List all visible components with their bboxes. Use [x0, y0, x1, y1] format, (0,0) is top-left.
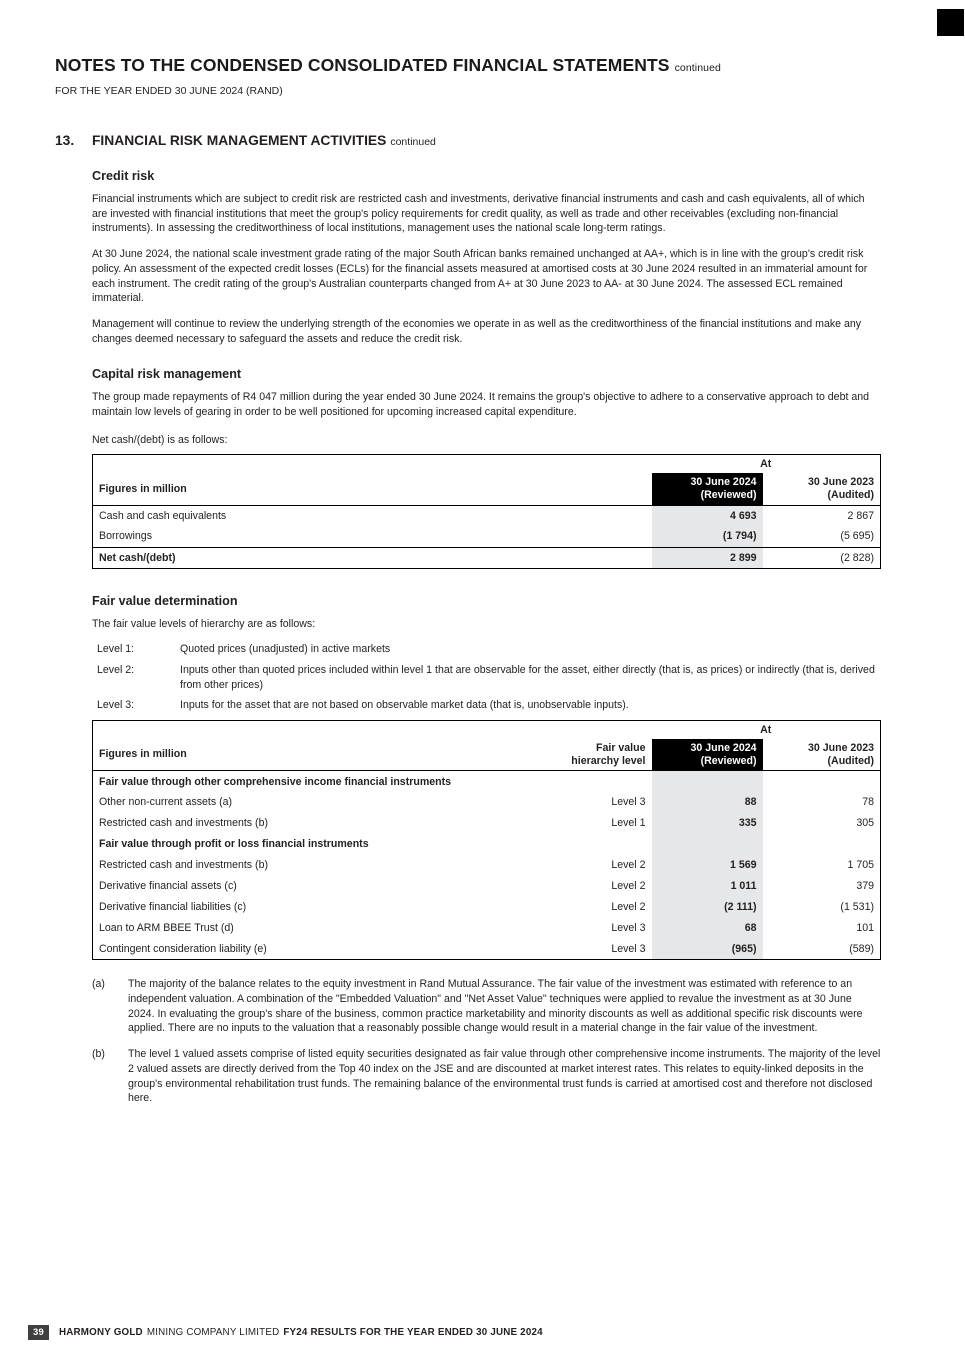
row-value-2024: (2 111) [652, 897, 763, 918]
row-hierarchy-level: Level 2 [611, 859, 646, 872]
empty-cell [540, 721, 652, 740]
row-value-2024: 88 [652, 792, 763, 813]
table-row [93, 792, 881, 813]
column-header-2023: 30 June 2023 (Audited) [763, 739, 881, 771]
row-value-2023: (2 828) [763, 547, 881, 568]
row-value-2024: 68 [652, 918, 763, 939]
column-header-2024: 30 June 2024 (Reviewed) [652, 739, 763, 771]
row-value-2024: 2 899 [652, 547, 763, 568]
capital-risk-heading: Capital risk management [92, 367, 242, 382]
row-hierarchy-level: Level 3 [611, 943, 646, 956]
empty-cell [93, 455, 652, 474]
at-label: At [760, 724, 772, 737]
table-at-row [93, 455, 881, 474]
paragraph: The group made repayments of R4 047 million during the year ended 30 June 2024. It remains the group's objective to adhere to a conservative approach to debt and maintain low levels of gearing in order to be well positioned for upcoming increased capital expenditure. [92, 391, 870, 419]
row-value-2024: 1 569 [652, 855, 763, 876]
page-number: 39 [28, 1325, 49, 1340]
footnote-marker: (b) [92, 1048, 105, 1061]
credit-risk-heading: Credit risk [92, 169, 155, 183]
hierarchy-levels-list [92, 642, 881, 713]
table-row [93, 939, 881, 960]
column-header-hierarchy: Fair value hierarchy level [540, 739, 652, 771]
empty-cell [763, 834, 881, 855]
figures-in-million-label: Figures in million [93, 739, 540, 771]
page-subtitle: FOR THE YEAR ENDED 30 JUNE 2024 (RAND) [55, 85, 283, 97]
level-text: Inputs other than quoted prices included within level 1 that are observable for the asset, either directly (that is, as prices) or indirectly (that is, derived from other prices) [180, 664, 875, 691]
empty-cell [652, 771, 763, 792]
section-title: FINANCIAL RISK MANAGEMENT ACTIVITIES [92, 133, 387, 148]
fair-value-intro: The fair value levels of hierarchy are as follows: [92, 617, 316, 630]
row-value-2023: 1 705 [847, 859, 874, 872]
section-row-label: Fair value through profit or loss financial instruments [99, 838, 369, 851]
list-item [92, 642, 881, 657]
row-hierarchy-level: Level 3 [611, 922, 646, 935]
row-hierarchy-level: Level 2 [611, 901, 646, 914]
list-item [92, 663, 881, 692]
footnote-b [92, 1047, 881, 1106]
row-value-2023: 2 867 [847, 509, 874, 522]
row-label: Net cash/(debt) [93, 547, 652, 568]
row-value-2023: (589) [849, 943, 874, 956]
footnote-a [92, 977, 881, 1036]
paragraph: Financial instruments which are subject to credit risk are restricted cash and investments, derivative financial instruments and cash and cash equivalents, all of which are invested with financial institutions that meet the group's policy requirements for credit quality, as well as trade and other receivables (excluding non-financial instruments). In assessing the creditworthiness of local institutions, management uses the national scale long-term ratings. [92, 193, 865, 235]
row-hierarchy-level: Level 1 [611, 817, 646, 830]
footer-company-suffix: MINING COMPANY LIMITED [146, 1327, 280, 1338]
table-header-row [93, 739, 881, 771]
row-value-2023: 101 [856, 922, 874, 935]
section-continued: continued [390, 136, 436, 148]
row-label: Contingent consideration liability (e) [99, 943, 267, 956]
row-value-2023: (1 531) [840, 901, 874, 914]
table-row [93, 897, 881, 918]
footnotes [92, 977, 881, 1106]
row-value-2023: 305 [856, 817, 874, 830]
table-at-row [93, 721, 881, 740]
list-item [92, 698, 881, 713]
level-label: Level 1: [97, 643, 135, 656]
section-heading [55, 133, 881, 148]
row-value-2024: 335 [652, 813, 763, 834]
level-text: Inputs for the asset that are not based on observable market data (that is, unobservable inputs). [180, 699, 629, 712]
table-row [93, 918, 881, 939]
row-label: Derivative financial liabilities (c) [99, 901, 247, 914]
row-label: Restricted cash and investments (b) [99, 817, 268, 830]
footer-text [59, 1327, 547, 1338]
fair-value-table [92, 720, 881, 960]
table-row [93, 813, 881, 834]
row-label: Loan to ARM BBEE Trust (d) [99, 922, 234, 935]
figures-in-million-label: Figures in million [93, 473, 652, 505]
row-value-2023: (5 695) [840, 530, 874, 543]
table-total-row [93, 547, 881, 568]
row-value-2024: (965) [652, 939, 763, 960]
row-label: Cash and cash equivalents [99, 509, 227, 522]
net-cash-table-intro: Net cash/(debt) is as follows: [92, 433, 228, 446]
table-row [93, 505, 881, 526]
footer-results-label: FY24 RESULTS FOR THE YEAR ENDED 30 JUNE 2024 [283, 1327, 543, 1338]
page-content [55, 55, 881, 1117]
row-hierarchy-level: Level 2 [611, 880, 646, 893]
table-row [93, 526, 881, 547]
row-label: Restricted cash and investments (b) [99, 859, 268, 872]
level-label: Level 2: [97, 664, 135, 677]
row-value-2024: 4 693 [652, 505, 763, 526]
fair-value-heading: Fair value determination [92, 593, 238, 608]
column-header-2023: 30 June 2023 (Audited) [763, 473, 881, 505]
row-label: Other non-current assets (a) [99, 796, 233, 809]
empty-cell [652, 834, 763, 855]
paragraph: Management will continue to review the underlying strength of the economies we operate in as well as the creditworthiness of the financial institutions and make any changes deemed necessary to safeguard the assets and reduce the credit risk. [92, 317, 862, 345]
row-label: Borrowings [99, 530, 152, 543]
section-row-label: Fair value through other comprehensive income financial instruments [99, 775, 452, 788]
level-label: Level 3: [97, 699, 135, 712]
row-label: Derivative financial assets (c) [99, 880, 237, 893]
section-number: 13. [55, 133, 75, 148]
page-footer [28, 1325, 547, 1340]
table-section-row [93, 771, 881, 792]
footnote-text: The level 1 valued assets comprise of listed equity securities designated as fair value through other comprehensive income instruments. The majority of the level 2 valued assets are directly derived from the Top 40 index on the JSE and are discounted at market interest rates. This relates to equity-linked deposits in the group's environmental rehabilitation trust funds. The remaining balance of the environmental trust funds is carried at amortised cost and therefore not disclosed here. [128, 1048, 881, 1105]
level-text: Quoted prices (unadjusted) in active markets [180, 643, 391, 656]
net-cash-table [92, 454, 881, 568]
paragraph: At 30 June 2024, the national scale investment grade rating of the major South African banks remained unchanged at AA+, which is in line with the group's credit risk policy. An assessment of the expected credit losses (ECLs) for the financial assets measured at amortised costs at 30 June 2024 resulted in an immaterial amount for each instrument. The credit rating of the group's Australian counterparts changed from A+ at 30 June 2023 to AA- at 30 June 2024. The assessed ECL remained immaterial. [92, 248, 868, 305]
at-label: At [760, 458, 772, 471]
section-body [92, 169, 881, 1106]
footer-company-name: HARMONY GOLD [58, 1327, 143, 1338]
page-title-continued: continued [674, 62, 722, 74]
column-header-2024: 30 June 2024 (Reviewed) [652, 473, 763, 505]
table-row [93, 876, 881, 897]
row-value-2023: 78 [862, 796, 874, 809]
row-hierarchy-level: Level 3 [611, 796, 646, 809]
empty-cell [763, 771, 881, 792]
footnote-marker: (a) [92, 978, 105, 991]
table-section-row [93, 834, 881, 855]
page-title-text: NOTES TO THE CONDENSED CONSOLIDATED FINANCIAL STATEMENTS [55, 55, 670, 75]
row-value-2024: (1 794) [652, 526, 763, 547]
footnote-text: The majority of the balance relates to the equity investment in Rand Mutual Assurance. The fair value of the investment was estimated with reference to an independent valuation. A combination of the "Embedded Valuation" and "Net Asset Value" techniques were applied to revalue the investment as at 30 June 2024. In evaluating the group's share of the business, common practice marketability and minority discounts as well as additional specific risk discounts were applied. There are no inputs to the valuation that a reasonably possible change would result in a material change in the fair value of the investment. [128, 978, 863, 1035]
page-title [55, 55, 881, 76]
table-header-row [93, 473, 881, 505]
corner-marker [937, 9, 964, 36]
table-row [93, 855, 881, 876]
row-value-2023: 379 [856, 880, 874, 893]
row-value-2024: 1 011 [652, 876, 763, 897]
empty-cell [93, 721, 540, 740]
